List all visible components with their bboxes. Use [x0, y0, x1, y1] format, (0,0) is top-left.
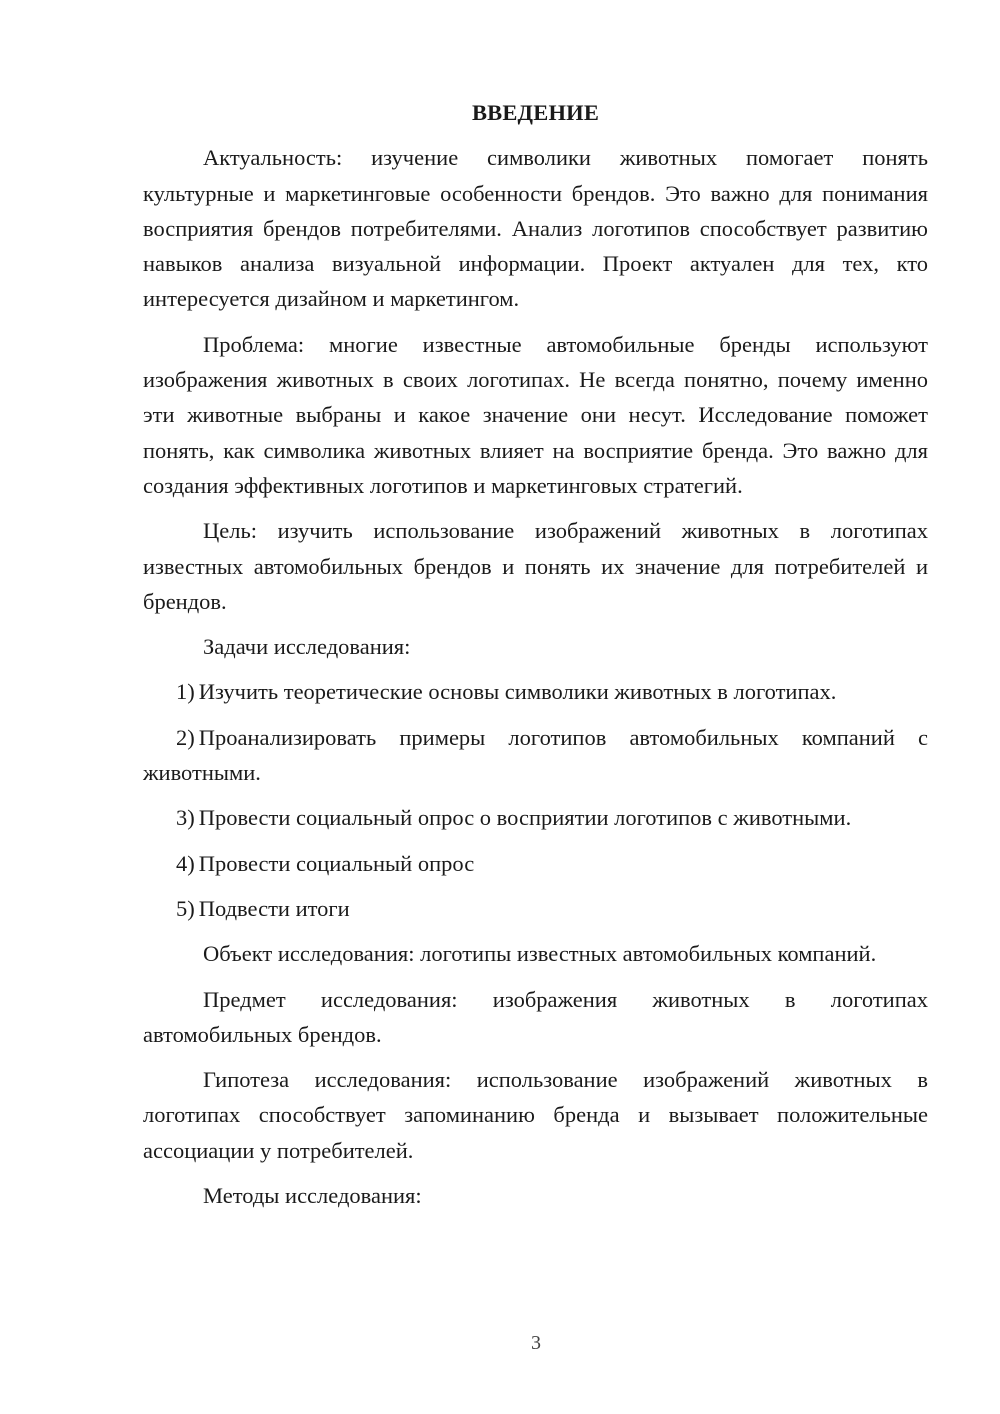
task-number: 4) [176, 850, 195, 876]
methods-heading: Методы исследования: [203, 1183, 422, 1209]
goal-paragraph: Цель: изучить использование изображений животных в логотипах известных автомобильных брендов и понять их значение для потребителей и брендов. [143, 518, 928, 614]
tasks-list [143, 674, 928, 926]
relevance-paragraph: Актуальность: изучение символики животных помогает понять культурные и маркетинговые особенности брендов. Это важно для понимания восприятия брендов потребителями. Анализ логотипов способствует развитию навыков анализа визуальной информации. Проект актуален для тех, кто интересуется дизайном и маркетингом. [143, 145, 928, 312]
task-item [143, 846, 928, 881]
page-content [143, 95, 928, 1223]
task-number: 3) [176, 805, 195, 831]
object-paragraph: Объект исследования: логотипы известных автомобильных компаний. [203, 941, 877, 967]
task-item [143, 674, 928, 709]
task-text: Провести социальный опрос о восприятии логотипов с животными. [198, 805, 852, 831]
task-number: 1) [176, 679, 195, 705]
problem-paragraph: Проблема: многие известные автомобильные бренды используют изображения животных в своих логотипах. Не всегда понятно, почему именно эти животные выбраны и какое значение они несут. Исследование поможет понять, как символика животных влияет на восприятие бренда. Это важно для создания эффективных логотипов и маркетинговых стратегий. [143, 331, 928, 498]
tasks-heading: Задачи исследования: [203, 634, 411, 660]
task-text: Изучить теоретические основы символики животных в логотипах. [198, 679, 837, 705]
hypothesis-paragraph: Гипотеза исследования: использование изображений животных в логотипах способствует запоминанию бренда и вызывает положительные ассоциации у потребителей. [143, 1067, 928, 1163]
task-text: Подвести итоги [198, 895, 350, 921]
task-item [143, 800, 928, 835]
task-number: 5) [176, 895, 195, 921]
task-text: Провести социальный опрос [198, 850, 475, 876]
subject-paragraph: Предмет исследования: изображения животных в логотипах автомобильных брендов. [143, 986, 928, 1047]
task-item [143, 891, 928, 926]
task-item [143, 720, 928, 791]
section-title: ВВЕДЕНИЕ [471, 100, 600, 125]
page-number: 3 [531, 1332, 541, 1354]
task-text: Проанализировать примеры логотипов автомобильных компаний с животными. [143, 724, 928, 786]
task-number: 2) [176, 724, 195, 750]
